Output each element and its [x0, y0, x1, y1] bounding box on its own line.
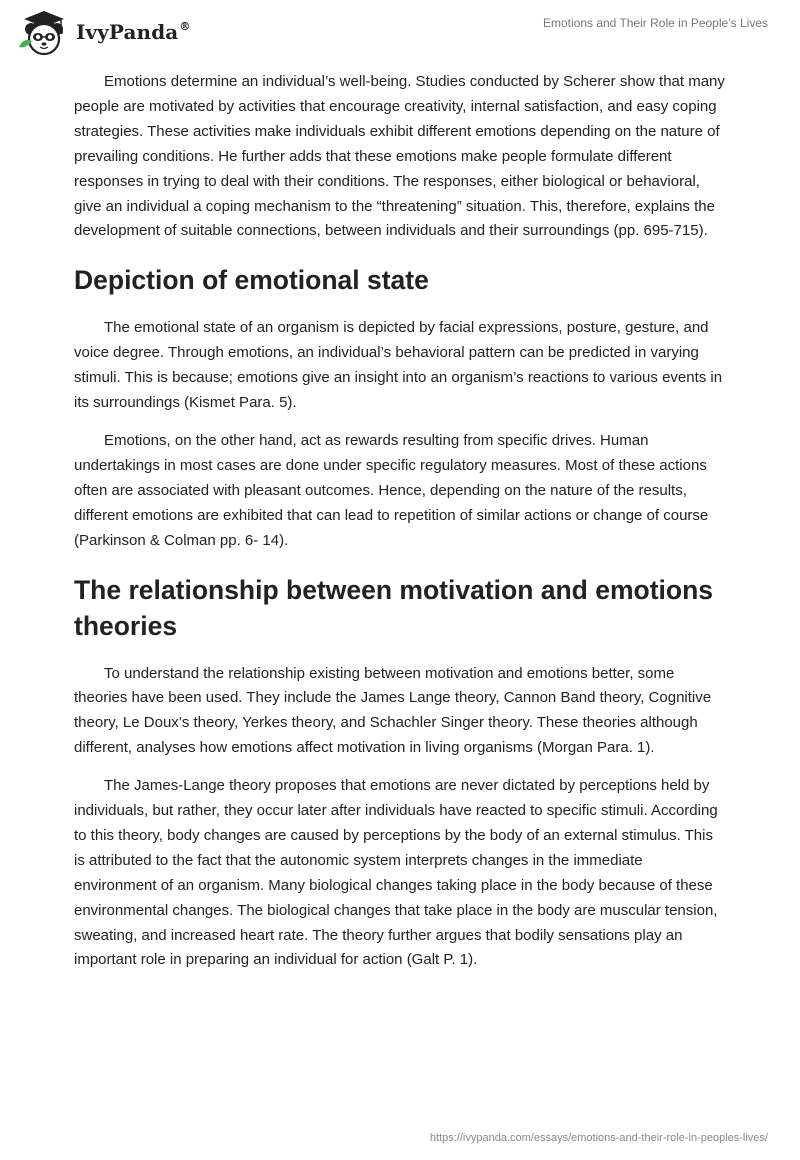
ivypanda-logo[interactable] — [14, 7, 190, 57]
page-header — [0, 0, 800, 60]
heading-relationship: The relationship between motivation and emotions theories — [74, 574, 714, 641]
heading-depiction: Depiction of emotional state — [74, 265, 429, 296]
essay-content — [74, 70, 726, 986]
paragraph-2: The emotional state of an organism is depicted by facial expressions, posture, gesture, and voice degree. Through emotions, an individual’s behavioral pattern can be predicted in varying stimuli. This is because; emotions give an insight into an organism’s reactions to various events in its surroundings (Kismet Para. 5). — [74, 319, 723, 412]
paragraph-4: To understand the relationship existing between motivation and emotions better, some theories have been used. They include the James Lange theory, Cannon Band theory, Cognitive theory, Le Doux’s theory, Yerkes theory, and Schachler Singer theory. These theories although different, analyses how emotions affect motivation in living organisms (Morgan Para. 1). — [74, 664, 712, 757]
paragraph-3: Emotions, on the other hand, act as rewards resulting from specific drives. Human undertakings in most cases are done under specific regulatory measures. Most of these actions often are associated with pleasant outcomes. Hence, depending on the nature of the results, different emotions are exhibited that can lead to repetition of similar actions or change of course (Parkinson & Colman pp. 6- 14). — [74, 431, 709, 549]
panda-logo-icon — [14, 7, 70, 57]
logo-registered-mark: ® — [179, 20, 191, 33]
paragraph-5: The James-Lange theory proposes that emotions are never dictated by perceptions held by individuals, but rather, they occur later after individuals have reacted to specific stimuli. According to this theory, body changes are caused by perceptions by the body of an external stimulus. This is attributed to the fact that the autonomic system interprets changes in the immediate environment of an organism. Many biological changes taking place in the body because of these environmental changes. The biological changes that take place in the body are muscular tension, sweating, and increased heart rate. The theory further argues that bodily sensations play an important role in preparing an individual for action (Galt P. 1). — [74, 777, 718, 969]
logo-wordmark — [76, 20, 190, 44]
document-title: Emotions and Their Role in People’s Lives — [542, 16, 768, 30]
source-url[interactable]: https://ivypanda.com/essays/emotions-and-their-role-in-peoples-lives/ — [429, 1132, 768, 1144]
logo-text: IvyPanda — [76, 20, 179, 44]
paragraph-1: Emotions determine an individual’s well-being. Studies conducted by Scherer show that many people are motivated by activities that encourage creativity, internal satisfaction, and easy coping strategies. These activities make individuals exhibit different emotions depending on the nature of prevailing conditions. He further adds that these emotions make people formulate different responses in trying to deal with their conditions. The responses, either biological or behavioral, give an individual a coping mechanism to the “threatening” situation. This, therefore, explains the development of suitable connections, between individuals and their surroundings (pp. 695-715). — [74, 73, 725, 240]
